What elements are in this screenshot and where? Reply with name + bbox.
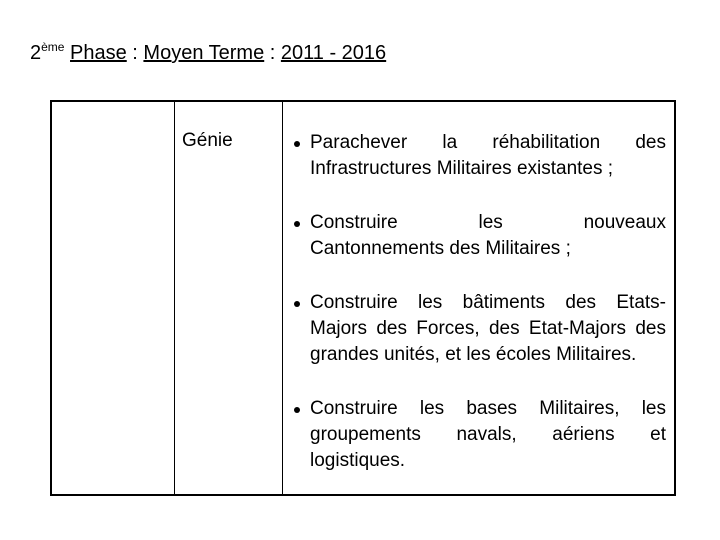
item-line-1: Parachever la réhabilitation des	[310, 132, 666, 153]
heading-separator: :	[126, 42, 144, 64]
list-item	[288, 210, 666, 262]
item-line-1: Construire les bases Militaires, les	[310, 398, 666, 419]
item-text: Majors des Forces, des Etat-Majors des grandes unités, et les écoles Militaires.	[310, 318, 666, 365]
domain-label: Génie	[182, 130, 233, 151]
bullet-icon	[294, 141, 300, 147]
column-divider-1	[174, 102, 175, 494]
column-divider-2	[282, 102, 283, 494]
list-item	[288, 290, 666, 368]
list-item	[288, 396, 666, 474]
section-heading	[30, 40, 386, 65]
phase-number: 2	[30, 42, 42, 64]
item-text: Infrastructures Militaires existantes ;	[310, 158, 614, 179]
phase-superscript: ème	[41, 40, 65, 54]
heading-separator-2: :	[264, 42, 281, 64]
bullet-icon	[294, 407, 300, 413]
item-line-1: Construire les bâtiments des Etats-	[310, 292, 666, 313]
item-line-1: Construire les nouveaux	[310, 212, 666, 233]
list-item	[288, 130, 666, 182]
term-label: Moyen Terme	[143, 42, 265, 64]
objectives-list	[288, 130, 666, 474]
item-text: groupements navals, aériens et logistiques.	[310, 424, 666, 471]
years-range: 2011 - 2016	[280, 42, 387, 64]
bullet-icon	[294, 221, 300, 227]
item-text: Cantonnements des Militaires ;	[310, 238, 571, 259]
phase-label: Phase	[70, 42, 127, 64]
phase-table	[50, 100, 676, 496]
bullet-icon	[294, 301, 300, 307]
